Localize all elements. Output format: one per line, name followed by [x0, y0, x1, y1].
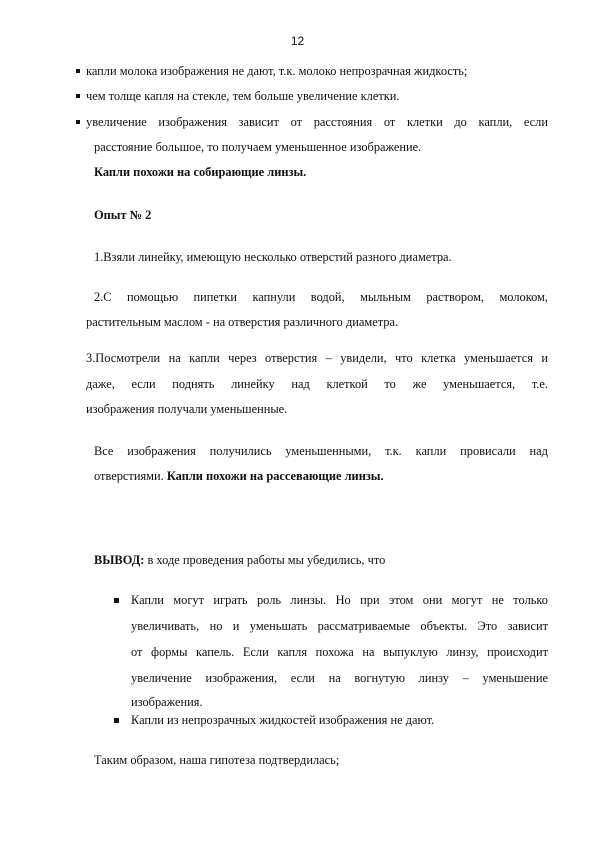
conclusion-bullet-2: Капли из непрозрачных жидкостей изображения не дают.	[131, 713, 435, 727]
conclusion-bullet-1-line-2: увеличивать, но и уменьшать рассматриваемые объекты. Это зависит	[131, 619, 548, 633]
result-line-2-plain: отверстиями.	[94, 469, 167, 483]
conclusion-bullet-1-line-4: увеличение изображения, если на вогнутую линзу – уменьшение	[131, 671, 548, 685]
experiment-2-title: Опыт № 2	[94, 208, 152, 222]
result-diverging-conclusion: Капли похожи на рассевающие линзы.	[166, 469, 384, 483]
top-bullet-1: капли молока изображения не дают, т.к. молоко непрозрачная жидкость;	[86, 64, 468, 78]
conclusion-bullet-1-line-1: Капли могут играть роль линзы. Но при этом они могут не только	[131, 593, 548, 607]
conclusion-label: ВЫВОД:	[94, 553, 145, 567]
result-line-2	[94, 464, 384, 489]
step-2-line-2: растительным маслом - на отверстия различного диаметра.	[86, 315, 399, 329]
step-1: 1.Взяли линейку, имеющую несколько отверстий разного диаметра.	[94, 250, 452, 264]
bullet-square-icon	[76, 120, 80, 124]
top-bullet-3-line-2: расстояние большое, то получаем уменьшенное изображение.	[94, 140, 422, 154]
page-number: 12	[290, 34, 305, 48]
step-3-line-3: изображения получали уменьшенные.	[86, 402, 288, 416]
top-bullet-2: чем толще капля на стекле, тем больше увеличение клетки.	[86, 89, 400, 103]
conclusion-converging: Капли похожи на собирающие линзы.	[94, 165, 307, 179]
bullet-square-icon	[76, 94, 80, 98]
bullet-square-icon	[114, 718, 119, 723]
step-3-line-1: 3.Посмотрели на капли через отверстия – увидели, что клетка уменьшается и	[86, 351, 548, 365]
result-line-1: Все изображения получились уменьшенными, т.к. капли провисали над	[94, 444, 548, 458]
conclusion-bullet-1-line-3: от формы капель. Если капля похожа на выпуклую линзу, происходит	[131, 645, 548, 659]
conclusion-heading	[94, 548, 385, 573]
step-3-line-2: даже, если поднять линейку над клеткой то же уменьшается, т.е.	[86, 377, 548, 391]
final-sentence: Таким образом, наша гипотеза подтвердилась;	[94, 753, 340, 767]
conclusion-intro: в ходе проведения работы мы убедились, что	[144, 553, 386, 567]
bullet-square-icon	[76, 69, 80, 73]
bullet-square-icon	[114, 598, 119, 603]
step-2-line-1: 2.С помощью пипетки капнули водой, мыльным раствором, молоком,	[94, 290, 548, 304]
conclusion-bullet-1-line-5: изображения.	[131, 695, 203, 709]
top-bullet-3-line-1: увеличение изображения зависит от расстояния от клетки до капли, если	[86, 115, 548, 129]
